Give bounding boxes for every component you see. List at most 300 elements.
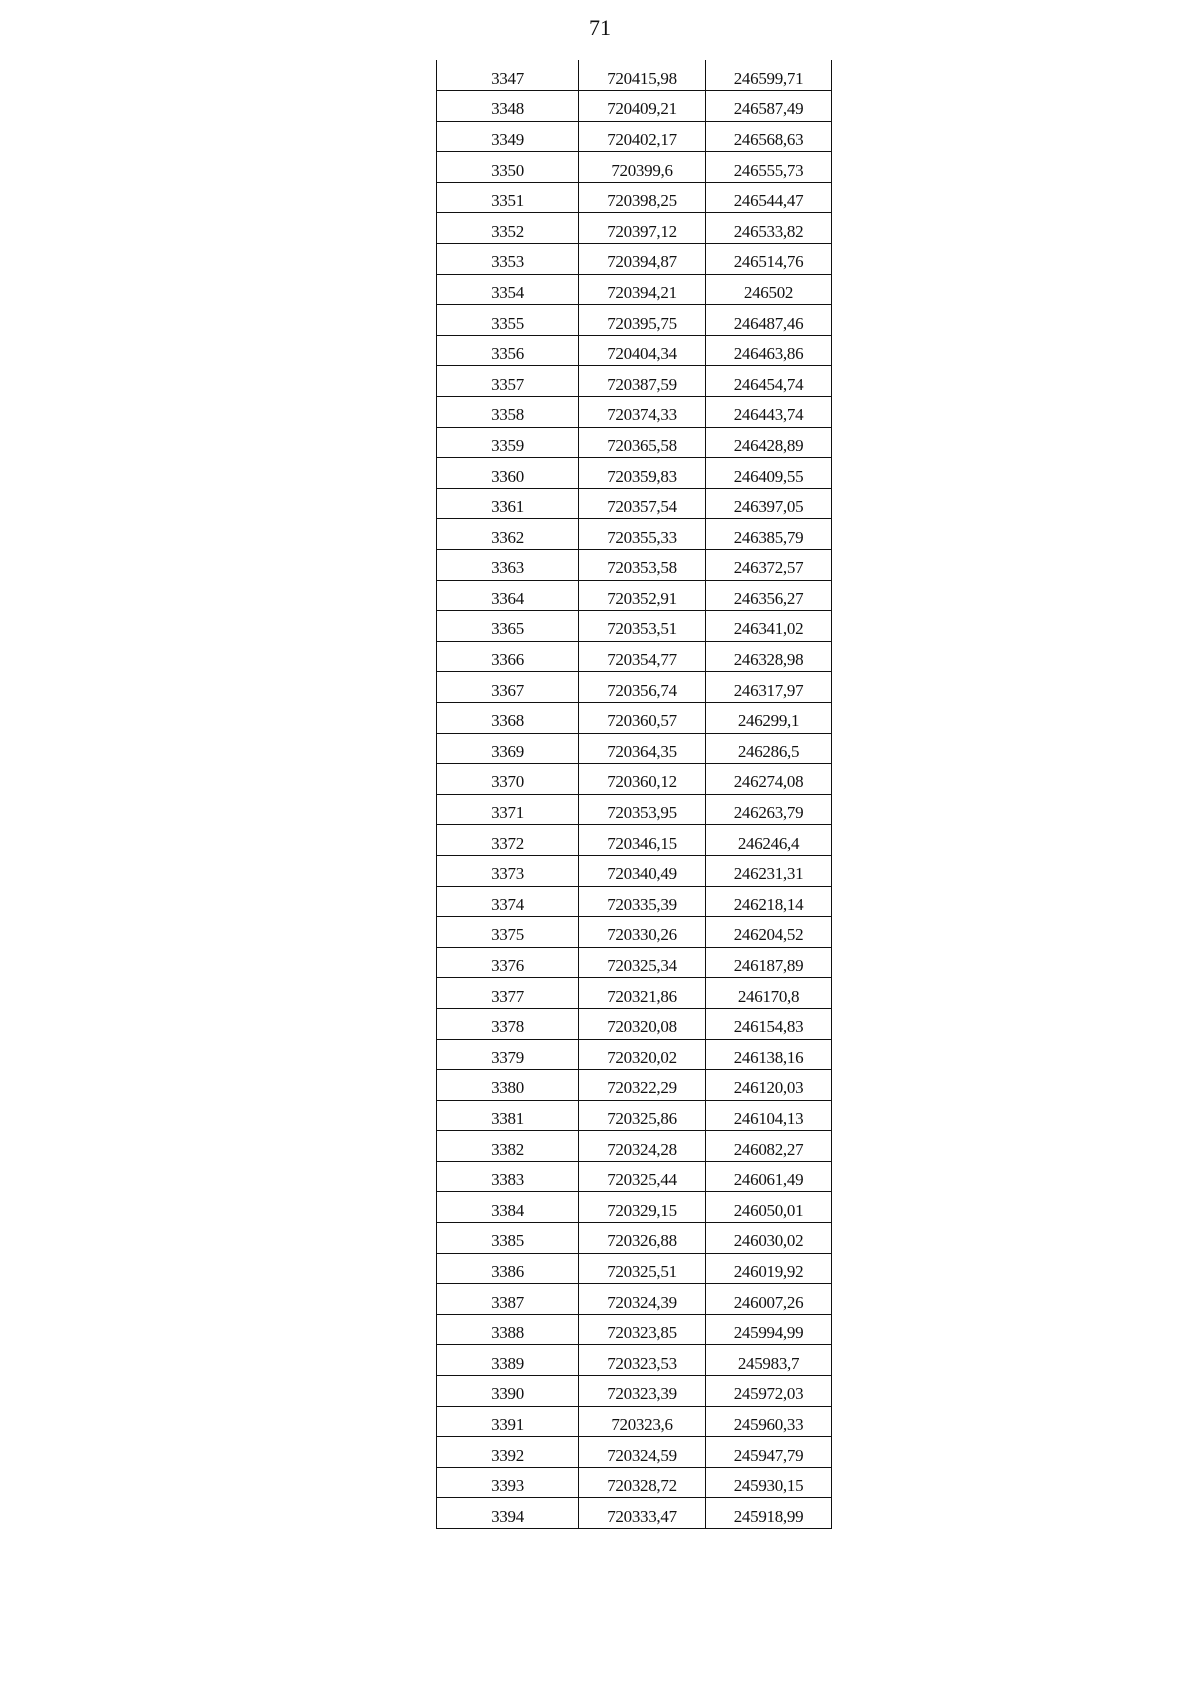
cell-text: 720357,54 [607,497,677,517]
y-coordinate-cell [706,917,832,948]
cell-text: 720324,59 [607,1445,677,1465]
x-coordinate-cell [579,1008,706,1039]
table-row [437,1437,832,1468]
x-coordinate-cell [579,672,706,703]
cell-text: 246104,13 [733,1108,804,1128]
x-coordinate-cell [579,1131,706,1162]
y-coordinate-cell [706,60,832,91]
y-coordinate-cell [706,1253,832,1284]
table-row [437,917,832,948]
table-row [437,1070,832,1101]
cell-text: 3386 [491,1261,524,1281]
y-coordinate-cell [706,978,832,1009]
x-coordinate-cell [579,1284,706,1315]
point-number-cell [437,825,579,856]
table-row [437,672,832,703]
cell-text: 246138,16 [733,1047,804,1067]
point-number-cell [437,886,579,917]
point-number-cell [437,1192,579,1223]
cell-text: 246599,71 [733,68,804,88]
cell-text: 246502 [743,282,794,302]
y-coordinate-cell [706,1467,832,1498]
x-coordinate-cell [579,1253,706,1284]
cell-text: 3375 [491,925,524,945]
x-coordinate-cell [579,1406,706,1437]
cell-text: 720353,95 [607,803,677,823]
cell-text: 720320,08 [607,1017,677,1037]
x-coordinate-cell [579,244,706,275]
cell-text: 246544,47 [733,191,804,211]
cell-text: 246007,26 [733,1292,804,1312]
x-coordinate-cell [579,794,706,825]
coordinates-table-body [437,60,832,1529]
cell-text: 246299,1 [737,711,800,731]
y-coordinate-cell [706,1437,832,1468]
y-coordinate-cell [706,213,832,244]
y-coordinate-cell [706,274,832,305]
cell-text: 3363 [491,558,524,578]
x-coordinate-cell [579,519,706,550]
cell-text: 3394 [491,1506,524,1526]
cell-text: 246030,02 [733,1231,804,1251]
x-coordinate-cell [579,825,706,856]
cell-text: 3366 [491,650,524,670]
cell-text: 246514,76 [733,252,804,272]
cell-text: 720328,72 [607,1476,677,1496]
point-number-cell [437,702,579,733]
cell-text: 3358 [491,405,524,425]
table-row [437,1253,832,1284]
table-row [437,519,832,550]
y-coordinate-cell [706,1406,832,1437]
cell-text: 3368 [491,711,524,731]
cell-text: 3387 [491,1292,524,1312]
cell-text: 720335,39 [607,894,677,914]
point-number-cell [437,1314,579,1345]
cell-text: 720360,57 [607,711,677,731]
point-number-cell [437,1284,579,1315]
cell-text: 246533,82 [733,221,804,241]
cell-text: 3384 [491,1200,524,1220]
y-coordinate-cell [706,519,832,550]
y-coordinate-cell [706,764,832,795]
table-row [437,60,832,91]
cell-text: 246372,57 [733,558,804,578]
x-coordinate-cell [579,733,706,764]
x-coordinate-cell [579,978,706,1009]
table-row [437,1039,832,1070]
point-number-cell [437,60,579,91]
cell-text: 3354 [491,282,524,302]
y-coordinate-cell [706,1498,832,1529]
cell-text: 720354,77 [607,650,677,670]
point-number-cell [437,917,579,948]
cell-text: 246187,89 [733,956,804,976]
point-number-cell [437,1345,579,1376]
cell-text: 3392 [491,1445,524,1465]
cell-text: 246341,02 [733,619,804,639]
table-row [437,1161,832,1192]
cell-text: 246587,49 [733,99,804,119]
table-row [437,1284,832,1315]
cell-text: 246317,97 [733,680,804,700]
y-coordinate-cell [706,733,832,764]
cell-text: 720404,34 [607,344,677,364]
table-row [437,1008,832,1039]
cell-text: 246120,03 [733,1078,804,1098]
point-number-cell [437,580,579,611]
cell-text: 3391 [491,1414,524,1434]
cell-text: 720352,91 [607,588,677,608]
cell-text: 720324,39 [607,1292,677,1312]
cell-text: 3389 [491,1353,524,1373]
x-coordinate-cell [579,213,706,244]
x-coordinate-cell [579,1039,706,1070]
table-row [437,1498,832,1529]
cell-text: 720402,17 [607,129,677,149]
cell-text: 246428,89 [733,435,804,455]
y-coordinate-cell [706,1100,832,1131]
cell-text: 3381 [491,1108,524,1128]
cell-text: 720394,87 [607,252,677,272]
table-row [437,244,832,275]
cell-text: 246274,08 [733,772,804,792]
table-row [437,366,832,397]
y-coordinate-cell [706,305,832,336]
cell-text: 720346,15 [607,833,677,853]
cell-text: 720387,59 [607,374,677,394]
x-coordinate-cell [579,60,706,91]
point-number-cell [437,978,579,1009]
table-row [437,794,832,825]
point-number-cell [437,1406,579,1437]
cell-text: 246443,74 [733,405,804,425]
cell-text: 3374 [491,894,524,914]
cell-text: 3373 [491,864,524,884]
point-number-cell [437,550,579,581]
cell-text: 720365,58 [607,435,677,455]
x-coordinate-cell [579,397,706,428]
table-row [437,1131,832,1162]
point-number-cell [437,1008,579,1039]
x-coordinate-cell [579,305,706,336]
cell-text: 246154,83 [733,1017,804,1037]
x-coordinate-cell [579,550,706,581]
table-row [437,1376,832,1407]
x-coordinate-cell [579,1314,706,1345]
y-coordinate-cell [706,244,832,275]
point-number-cell [437,641,579,672]
x-coordinate-cell [579,580,706,611]
table-row [437,886,832,917]
table-row [437,580,832,611]
cell-text: 3378 [491,1017,524,1037]
point-number-cell [437,366,579,397]
cell-text: 720325,51 [607,1261,677,1281]
y-coordinate-cell [706,182,832,213]
cell-text: 3351 [491,191,524,211]
table-row [437,182,832,213]
cell-text: 720330,26 [607,925,677,945]
y-coordinate-cell [706,855,832,886]
cell-text: 3359 [491,435,524,455]
table-row [437,1192,832,1223]
y-coordinate-cell [706,1070,832,1101]
cell-text: 3353 [491,252,524,272]
coordinates-table [436,60,832,1529]
cell-text: 720364,35 [607,741,677,761]
point-number-cell [437,1467,579,1498]
cell-text: 720325,44 [607,1170,677,1190]
cell-text: 3390 [491,1384,524,1404]
cell-text: 3364 [491,588,524,608]
point-number-cell [437,1131,579,1162]
table-row [437,733,832,764]
cell-text: 720359,83 [607,466,677,486]
cell-text: 3352 [491,221,524,241]
y-coordinate-cell [706,550,832,581]
cell-text: 246019,92 [733,1261,804,1281]
cell-text: 720333,47 [607,1506,677,1526]
cell-text: 246555,73 [733,160,804,180]
y-coordinate-cell [706,366,832,397]
table-row [437,1223,832,1254]
y-coordinate-cell [706,1192,832,1223]
cell-text: 720394,21 [607,282,677,302]
point-number-cell [437,121,579,152]
cell-text: 720323,53 [607,1353,677,1373]
x-coordinate-cell [579,764,706,795]
cell-text: 720323,6 [611,1414,673,1434]
x-coordinate-cell [579,886,706,917]
x-coordinate-cell [579,1467,706,1498]
table-row [437,458,832,489]
point-number-cell [437,1161,579,1192]
point-number-cell [437,1253,579,1284]
x-coordinate-cell [579,1161,706,1192]
point-number-cell [437,427,579,458]
y-coordinate-cell [706,641,832,672]
cell-text: 246082,27 [733,1139,804,1159]
table-row [437,611,832,642]
cell-text: 3367 [491,680,524,700]
x-coordinate-cell [579,152,706,183]
cell-text: 3393 [491,1476,524,1496]
cell-text: 3372 [491,833,524,853]
table-row [437,1345,832,1376]
cell-text: 245947,79 [733,1445,804,1465]
table-row [437,550,832,581]
y-coordinate-cell [706,1008,832,1039]
point-number-cell [437,1070,579,1101]
point-number-cell [437,1437,579,1468]
point-number-cell [437,764,579,795]
cell-text: 3349 [491,129,524,149]
x-coordinate-cell [579,366,706,397]
table-row [437,274,832,305]
cell-text: 245994,99 [733,1323,804,1343]
y-coordinate-cell [706,458,832,489]
cell-text: 3382 [491,1139,524,1159]
table-row [437,641,832,672]
cell-text: 3380 [491,1078,524,1098]
y-coordinate-cell [706,947,832,978]
cell-text: 3360 [491,466,524,486]
cell-text: 720324,28 [607,1139,677,1159]
y-coordinate-cell [706,672,832,703]
cell-text: 3376 [491,956,524,976]
y-coordinate-cell [706,794,832,825]
point-number-cell [437,335,579,366]
cell-text: 720325,34 [607,956,677,976]
table-row [437,947,832,978]
cell-text: 3370 [491,772,524,792]
table-row [437,427,832,458]
cell-text: 720397,12 [607,221,677,241]
point-number-cell [437,672,579,703]
x-coordinate-cell [579,427,706,458]
cell-text: 246263,79 [733,803,804,823]
x-coordinate-cell [579,1437,706,1468]
cell-text: 720374,33 [607,405,677,425]
x-coordinate-cell [579,611,706,642]
x-coordinate-cell [579,488,706,519]
cell-text: 3365 [491,619,524,639]
table-row [437,825,832,856]
x-coordinate-cell [579,1498,706,1529]
table-row [437,1100,832,1131]
cell-text: 720325,86 [607,1108,677,1128]
point-number-cell [437,152,579,183]
cell-text: 720323,85 [607,1323,677,1343]
cell-text: 720415,98 [607,68,677,88]
point-number-cell [437,305,579,336]
cell-text: 3383 [491,1170,524,1190]
point-number-cell [437,611,579,642]
point-number-cell [437,855,579,886]
point-number-cell [437,213,579,244]
y-coordinate-cell [706,1039,832,1070]
cell-text: 3350 [491,160,524,180]
cell-text: 720399,6 [611,160,673,180]
table-row [437,1406,832,1437]
x-coordinate-cell [579,1376,706,1407]
cell-text: 720326,88 [607,1231,677,1251]
point-number-cell [437,1376,579,1407]
x-coordinate-cell [579,947,706,978]
y-coordinate-cell [706,397,832,428]
cell-text: 3357 [491,374,524,394]
y-coordinate-cell [706,1131,832,1162]
x-coordinate-cell [579,121,706,152]
cell-text: 245960,33 [733,1414,804,1434]
point-number-cell [437,1039,579,1070]
x-coordinate-cell [579,335,706,366]
x-coordinate-cell [579,274,706,305]
cell-text: 246397,05 [733,497,804,517]
point-number-cell [437,397,579,428]
cell-text: 720409,21 [607,99,677,119]
table-row [437,305,832,336]
point-number-cell [437,794,579,825]
point-number-cell [437,274,579,305]
cell-text: 3379 [491,1047,524,1067]
x-coordinate-cell [579,458,706,489]
y-coordinate-cell [706,825,832,856]
point-number-cell [437,91,579,122]
cell-text: 720353,58 [607,558,677,578]
y-coordinate-cell [706,702,832,733]
point-number-cell [437,1100,579,1131]
cell-text: 245930,15 [733,1476,804,1496]
cell-text: 246170,8 [737,986,800,1006]
cell-text: 3348 [491,99,524,119]
table-row [437,855,832,886]
y-coordinate-cell [706,580,832,611]
page-number: 71 [589,15,611,40]
table-row [437,397,832,428]
y-coordinate-cell [706,611,832,642]
point-number-cell [437,488,579,519]
table-row [437,213,832,244]
point-number-cell [437,244,579,275]
x-coordinate-cell [579,1192,706,1223]
point-number-cell [437,182,579,213]
cell-text: 3371 [491,803,524,823]
table-row [437,1314,832,1345]
cell-text: 246204,52 [733,925,804,945]
cell-text: 3385 [491,1231,524,1251]
y-coordinate-cell [706,1161,832,1192]
point-number-cell [437,733,579,764]
table-row [437,764,832,795]
x-coordinate-cell [579,1100,706,1131]
table-row [437,152,832,183]
y-coordinate-cell [706,488,832,519]
cell-text: 246568,63 [733,129,804,149]
table-row [437,702,832,733]
point-number-cell [437,458,579,489]
y-coordinate-cell [706,335,832,366]
cell-text: 720329,15 [607,1200,677,1220]
x-coordinate-cell [579,182,706,213]
cell-text: 246231,31 [733,864,804,884]
y-coordinate-cell [706,91,832,122]
cell-text: 246463,86 [733,344,804,364]
cell-text: 246454,74 [733,374,804,394]
point-number-cell [437,519,579,550]
x-coordinate-cell [579,91,706,122]
point-number-cell [437,947,579,978]
y-coordinate-cell [706,152,832,183]
cell-text: 3347 [491,68,524,88]
y-coordinate-cell [706,427,832,458]
cell-text: 246409,55 [733,466,804,486]
cell-text: 3361 [491,497,524,517]
cell-text: 246286,5 [737,741,800,761]
x-coordinate-cell [579,1223,706,1254]
table-row [437,978,832,1009]
cell-text: 3369 [491,741,524,761]
y-coordinate-cell [706,1376,832,1407]
cell-text: 720395,75 [607,313,677,333]
cell-text: 720340,49 [607,864,677,884]
cell-text: 246246,4 [737,833,800,853]
y-coordinate-cell [706,1314,832,1345]
table-row [437,1467,832,1498]
cell-text: 246061,49 [733,1170,804,1190]
cell-text: 3355 [491,313,524,333]
